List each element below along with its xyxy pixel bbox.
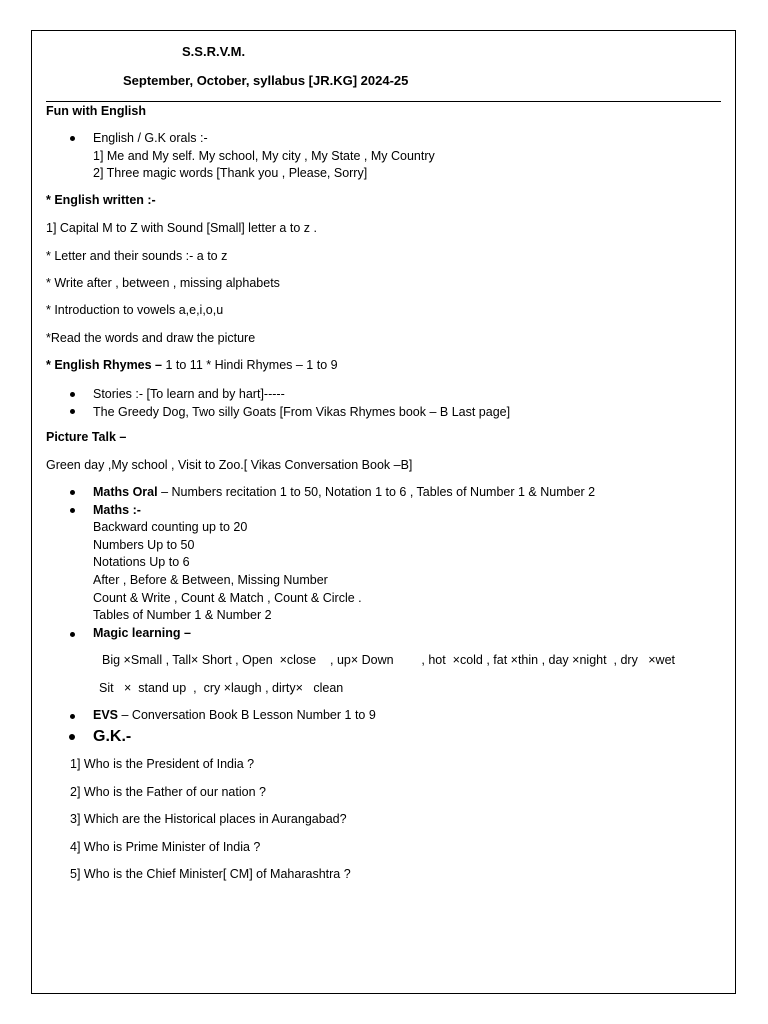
maths-item-5: Count & Write , Count & Match , Count & Circle . (93, 590, 362, 605)
magic-learning-heading: Magic learning – (93, 626, 191, 640)
maths-oral-label: Maths Oral (93, 485, 158, 499)
gk-question-1: 1] Who is the President of India ? (70, 757, 255, 771)
written-item-1: 1] Capital M to Z with Sound [Small] letter a to z . (46, 221, 317, 235)
orals-block (93, 130, 435, 183)
bullet-evs (70, 714, 75, 719)
maths-block (93, 484, 595, 625)
gk-question-2: 2] Who is the Father of our nation ? (70, 785, 266, 799)
written-item-2: * Letter and their sounds :- a to z (46, 249, 228, 263)
maths-item-2: Numbers Up to 50 (93, 537, 195, 552)
maths-item-6: Tables of Number 1 & Number 2 (93, 608, 272, 623)
evs-text: – Conversation Book B Lesson Number 1 to 9 (118, 708, 376, 722)
stories-line-2: The Greedy Dog, Two silly Goats [From Vikas Rhymes book – B Last page] (93, 404, 511, 419)
document-title: September, October, syllabus [JR.KG] 2024-25 (123, 73, 409, 88)
evs-label: EVS (93, 708, 119, 722)
english-written-heading: * English written :- (46, 193, 156, 207)
orals-line-1: 1] Me and My self. My school, My city , My State , My Country (93, 148, 435, 163)
evs-line (93, 708, 376, 723)
orals-heading: English / G.K orals :- (93, 131, 208, 145)
gk-question-4: 4] Who is Prime Minister of India ? (70, 840, 261, 854)
orals-line-2: 2] Three magic words [Thank you , Please, Sorry] (93, 166, 368, 181)
magic-learning-line-1: Big ×Small , Tall× Short , Open ×close , up× Down , hot ×cold , fat ×thin , day ×night , dry ×wet (102, 653, 675, 667)
bullet-orals (70, 136, 75, 141)
bullet-maths (70, 508, 75, 513)
written-item-4: * Introduction to vowels a,e,i,o,u (46, 303, 224, 317)
rhymes-line (46, 358, 338, 373)
section-heading-fun-with-english: Fun with English (46, 104, 146, 118)
written-item-3: * Write after , between , missing alphabets (46, 276, 280, 290)
maths-heading: Maths :- (93, 502, 141, 517)
gk-question-5: 5] Who is the Chief Minister[ CM] of Maharashtra ? (70, 867, 351, 881)
maths-item-1: Backward counting up to 20 (93, 520, 248, 535)
title-divider (46, 101, 721, 102)
stories-line-1: Stories :- [To learn and by hart]----- (93, 387, 285, 401)
maths-item-4: After , Before & Between, Missing Number (93, 572, 328, 587)
bullet-magic-learning (70, 632, 75, 637)
picture-talk-text: Green day ,My school , Visit to Zoo.[ Vikas Conversation Book –B] (46, 458, 413, 472)
bullet-stories-1 (70, 392, 75, 397)
stories-block (93, 386, 510, 421)
rhymes-text: 1 to 11 * Hindi Rhymes – 1 to 9 (162, 358, 338, 372)
gk-heading: G.K.- (93, 728, 132, 745)
magic-learning-line-2: Sit × stand up , cry ×laugh , dirty× clean (99, 681, 344, 695)
maths-oral-line (93, 484, 595, 502)
rhymes-label: * English Rhymes – (46, 358, 163, 372)
bullet-gk (69, 734, 75, 740)
gk-question-3: 3] Which are the Historical places in Aurangabad? (70, 812, 347, 826)
maths-oral-text: – Numbers recitation 1 to 50, Notation 1 to 6 , Tables of Number 1 & Number 2 (157, 485, 596, 499)
bullet-maths-oral (70, 490, 75, 495)
school-name: S.S.R.V.M. (182, 44, 246, 59)
bullet-stories-2 (70, 409, 75, 414)
maths-item-3: Notations Up to 6 (93, 555, 190, 570)
written-item-5: *Read the words and draw the picture (46, 331, 256, 345)
picture-talk-heading: Picture Talk – (46, 430, 127, 444)
